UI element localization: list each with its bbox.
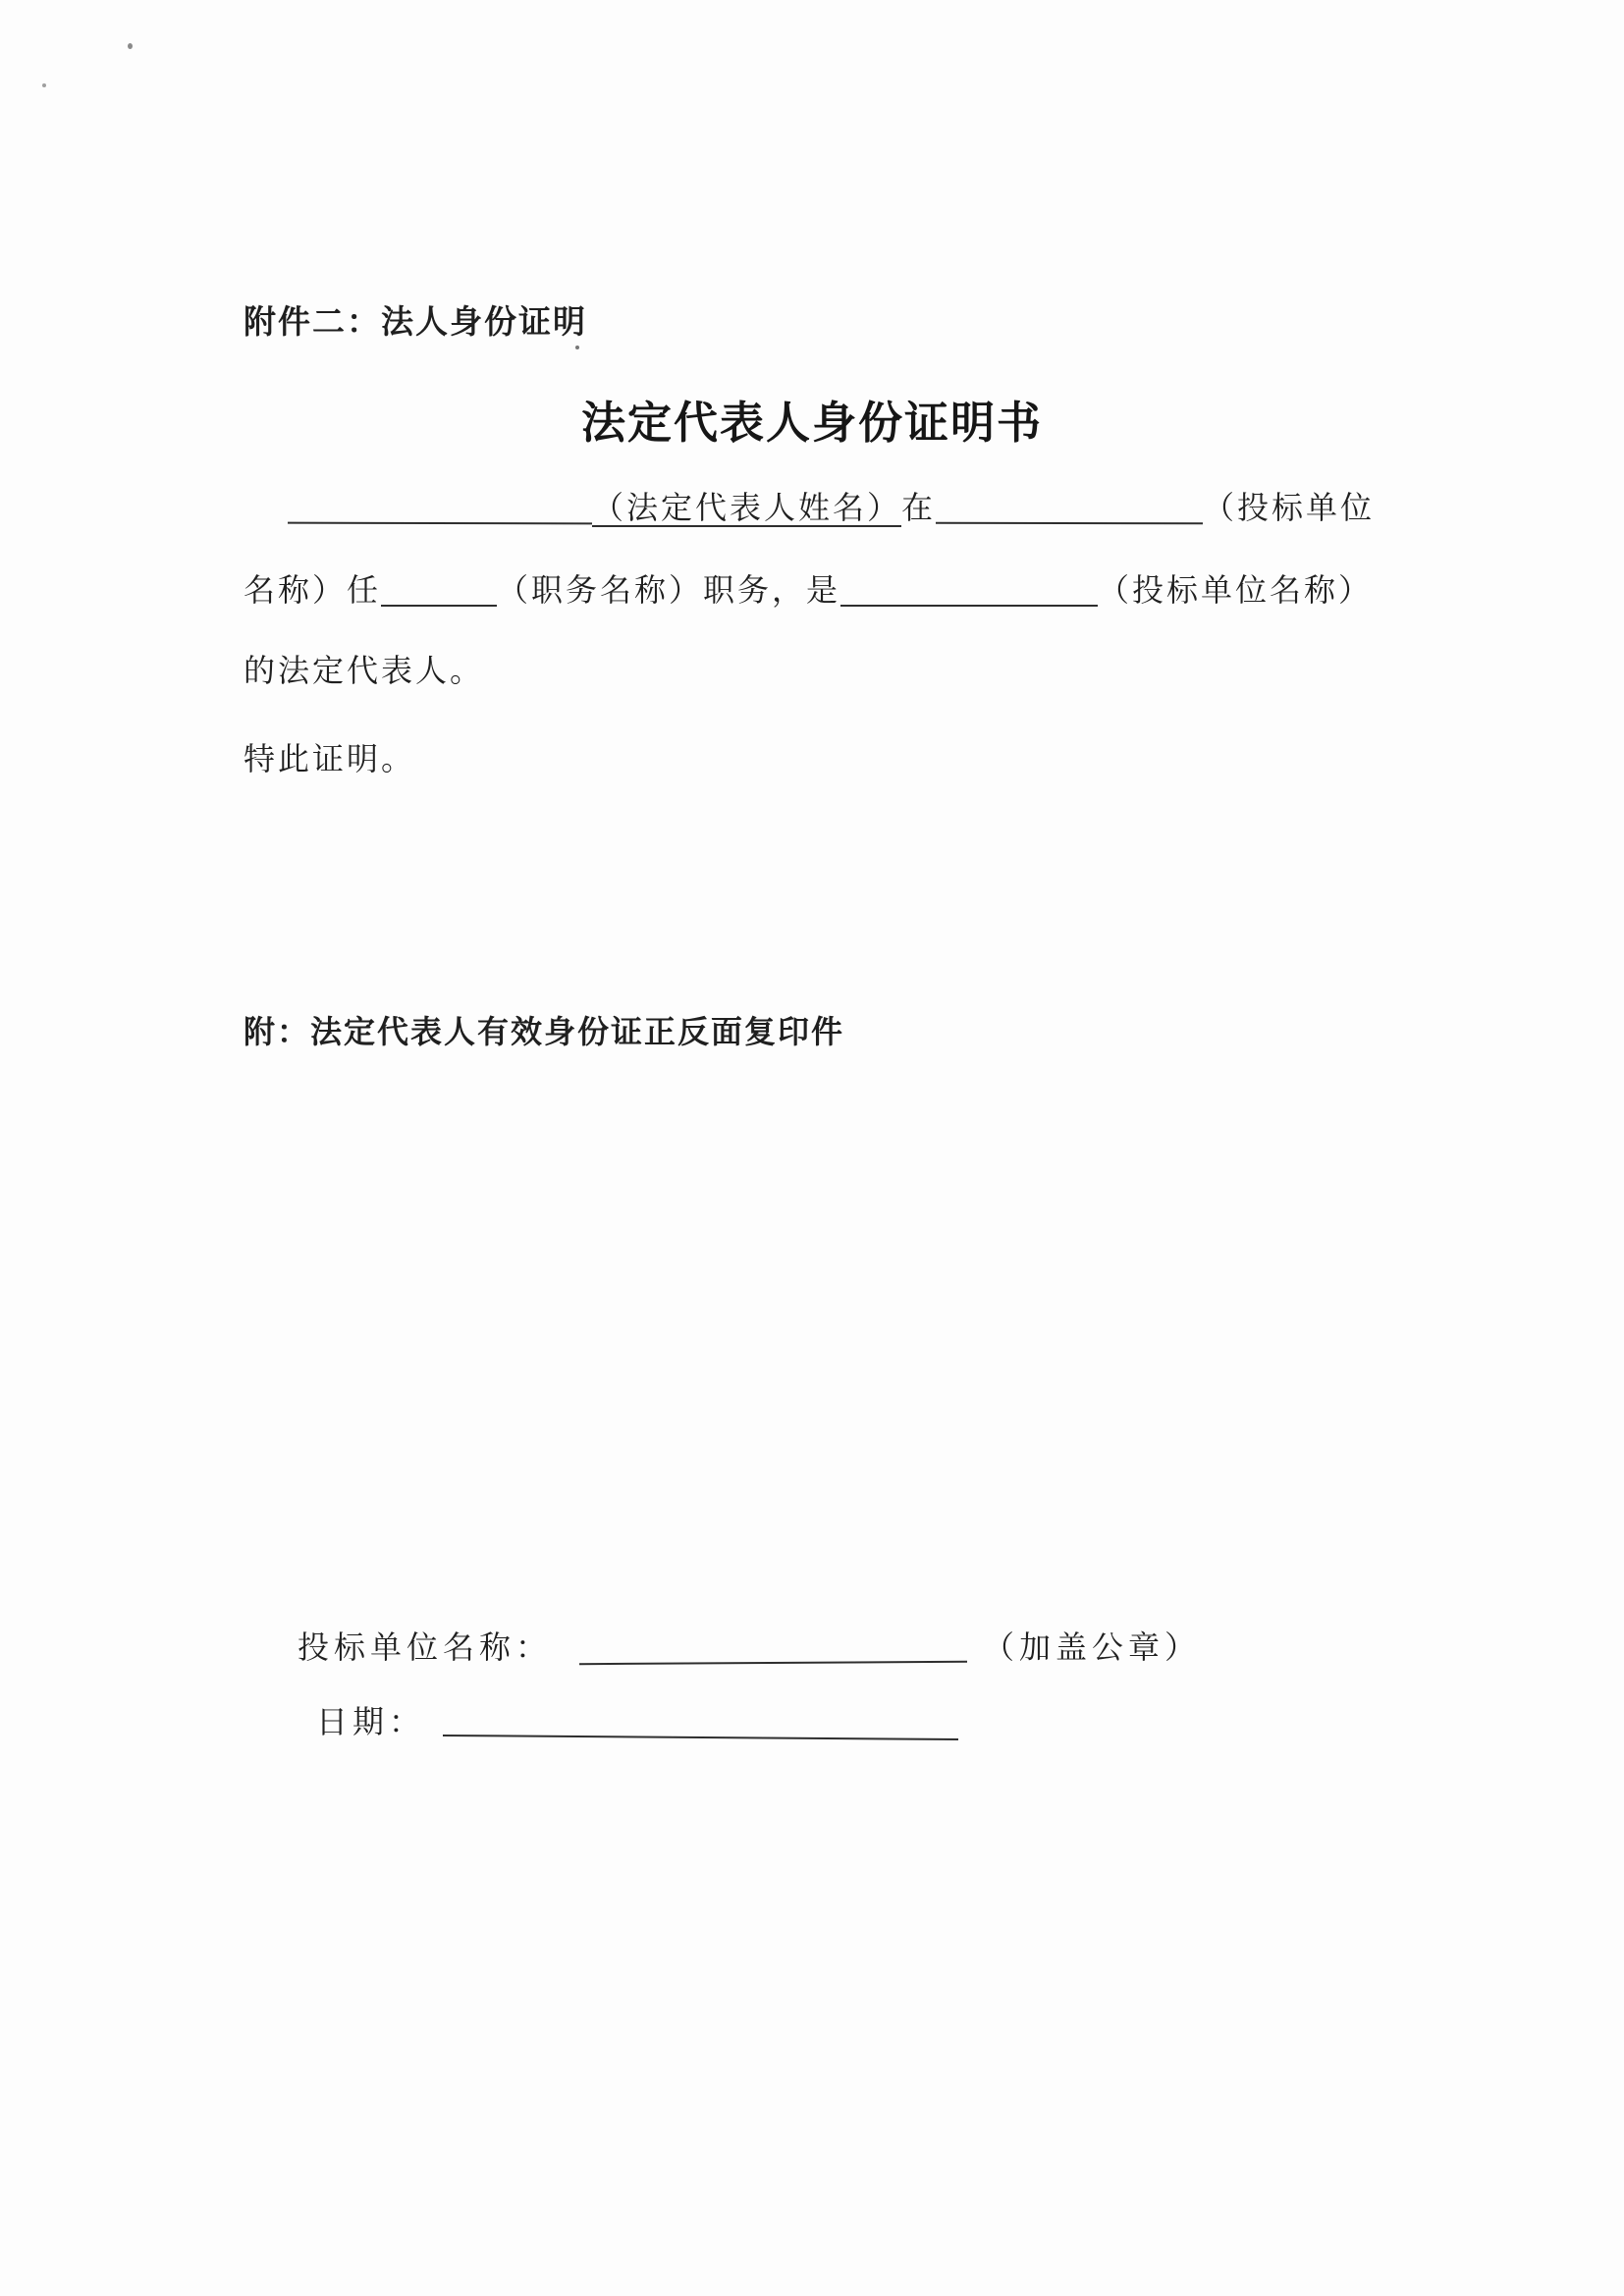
blank-date (443, 1734, 958, 1740)
blank-bidder-name-signature (579, 1660, 967, 1665)
attachment-label: 附件二：法人身份证明 (244, 305, 587, 341)
duty-hint-text: （职务名称）职务，是 (497, 572, 841, 608)
body-line-4: 特此证明。 (244, 741, 416, 776)
seal-hint-text: （加盖公章） (983, 1629, 1202, 1665)
connector-zai: 在 (901, 490, 937, 525)
blank-legal-rep-name (288, 521, 592, 525)
scan-speck (128, 43, 133, 49)
body-line-2 (244, 565, 1373, 611)
line2-head-text: 名称）任 (244, 572, 382, 608)
attachment-note: 附：法定代表人有效身份证正反面复印件 (244, 1014, 845, 1049)
body-line-3: 的法定代表人。 (244, 653, 485, 688)
blank-duty-title (381, 604, 497, 607)
blank-bidder-unit (936, 521, 1203, 525)
legal-rep-name-hint: （法定代表人姓名） (592, 490, 902, 525)
scan-speck (575, 346, 579, 349)
footer-bidder-line (298, 1623, 1201, 1668)
line1-tail-text: （投标单位 (1203, 490, 1376, 525)
blank-bidder-unit-name (840, 604, 1098, 607)
date-label: 日期： (316, 1704, 426, 1739)
bidder-name-label: 投标单位名称： (298, 1629, 553, 1665)
scan-speck (42, 83, 46, 87)
body-line-1 (288, 483, 1375, 528)
line2-tail-text: （投标单位名称） (1098, 572, 1374, 608)
document-title: 法定代表人身份证明书 (580, 399, 1043, 448)
footer-date-line (316, 1697, 958, 1742)
